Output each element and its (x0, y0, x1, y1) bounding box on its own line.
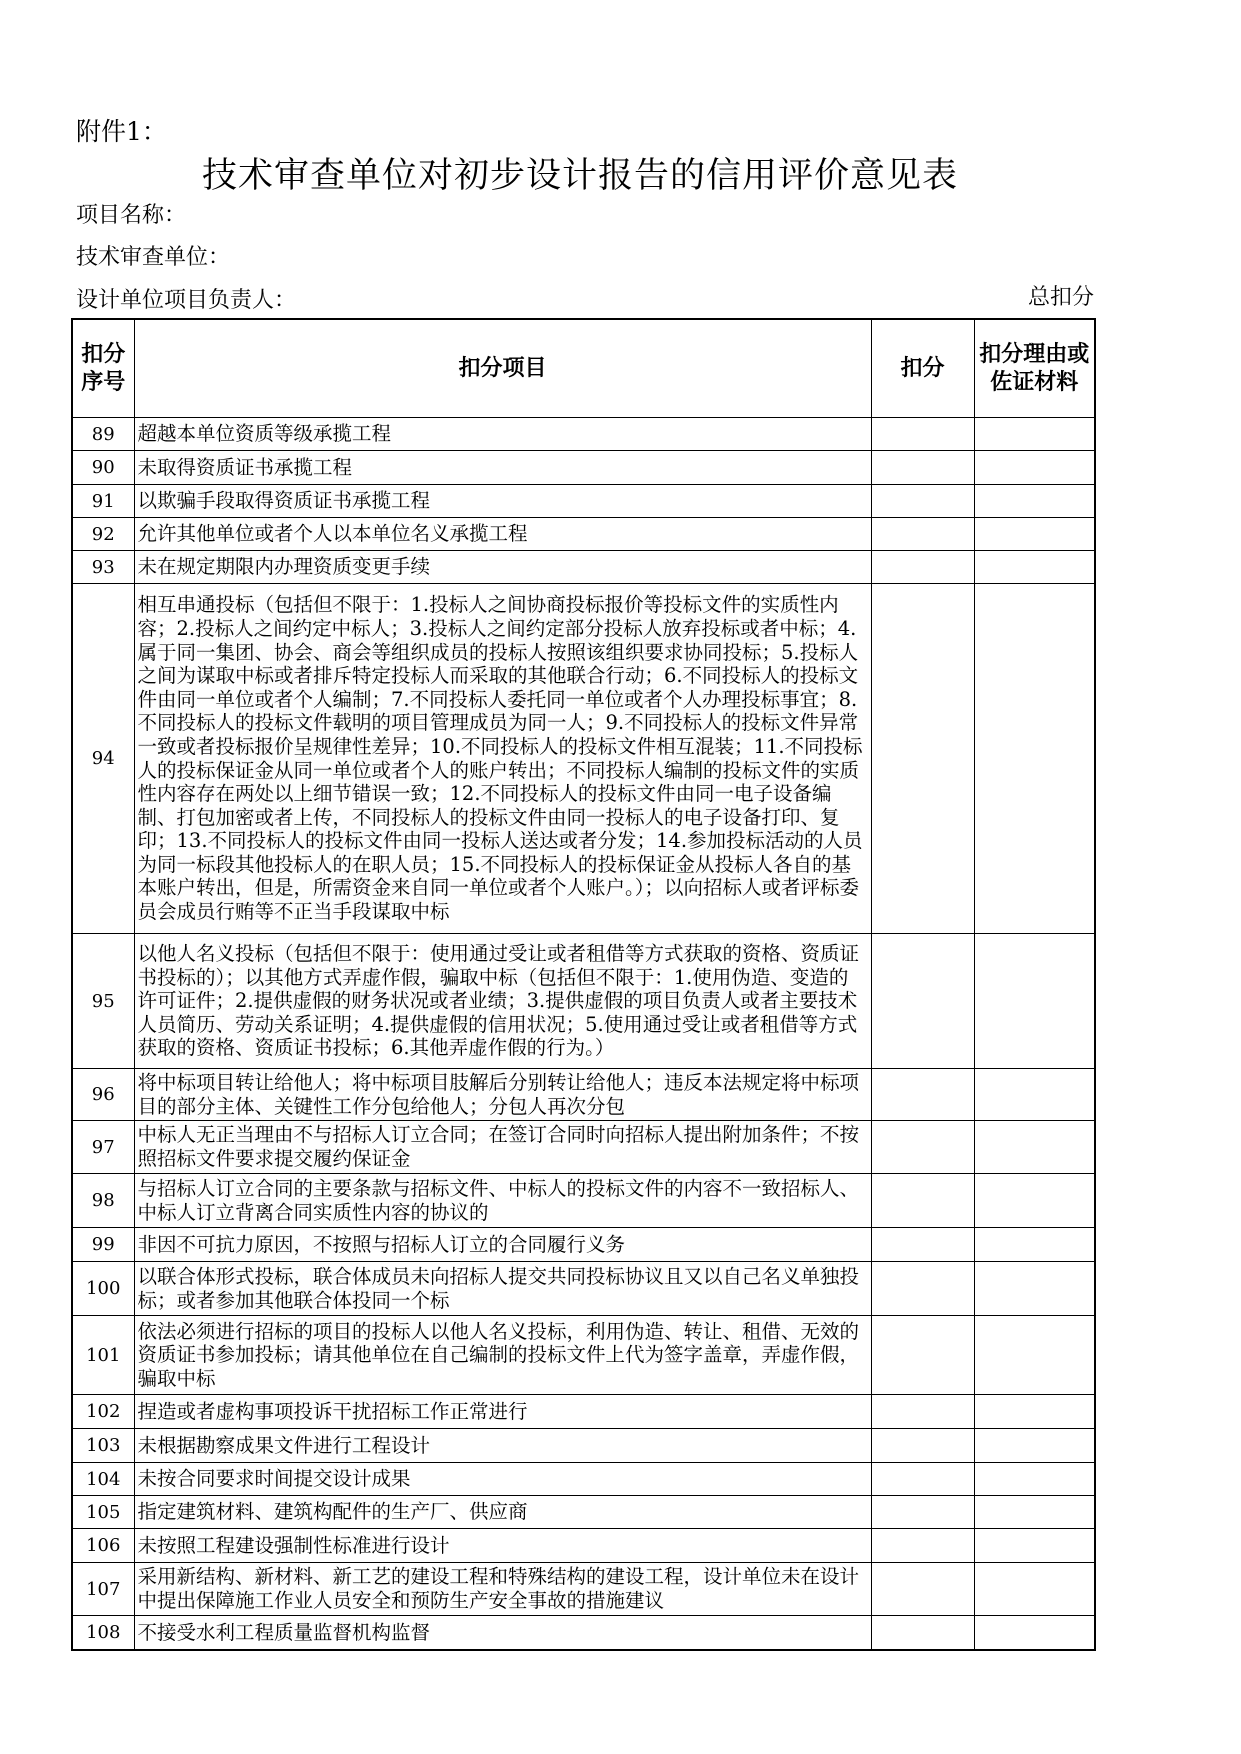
row-item-text: 以联合体形式投标，联合体成员未向招标人提交共同投标协议且又以自己名义单独投标；或者参加其他联合体投同一个标 (137, 1264, 860, 1312)
row-item (134, 1228, 871, 1262)
row-item-text: 超越本单位资质等级承揽工程 (137, 422, 392, 446)
row-number: 97 (72, 1121, 134, 1174)
row-item (134, 1174, 871, 1228)
row-item (134, 451, 871, 485)
reason-cell[interactable] (974, 1069, 1095, 1121)
row-number: 89 (72, 418, 134, 451)
row-item-text: 非因不可抗力原因，不按照与招标人订立的合同履行义务 (137, 1232, 626, 1256)
table-row (72, 1228, 1095, 1262)
row-number: 104 (72, 1463, 134, 1496)
row-number: 91 (72, 485, 134, 518)
score-cell[interactable] (871, 551, 974, 584)
row-item-text: 未按照工程建设强制性标准进行设计 (137, 1533, 450, 1557)
table-header-row (72, 319, 1095, 418)
table-row (72, 1496, 1095, 1529)
table-row (72, 1563, 1095, 1616)
row-number: 93 (72, 551, 134, 584)
score-cell[interactable] (871, 1563, 974, 1616)
row-item-text: 未取得资质证书承揽工程 (137, 455, 353, 479)
table-row (72, 1121, 1095, 1174)
page-title: 技术审查单位对初步设计报告的信用评价意见表 (201, 156, 958, 196)
header-item: 扣分项目 (134, 319, 871, 418)
score-cell[interactable] (871, 1262, 974, 1316)
row-item (134, 934, 871, 1069)
project-name-label: 项目名称： (76, 203, 187, 228)
row-number: 103 (72, 1429, 134, 1463)
row-item-text: 相互串通投标（包括但不限于：1.投标人之间协商投标报价等投标文件的实质性内容；2.投标人之间约定中标人；3.投标人之间约定部分投标人放弃投标或者中标；4.属于同一集团、协会、商会等组织成员的投标人按照该组织要求协同投标；5.投标人之间为谋取中标或者排斥特定投标人而采取的其他联合行动；6.不同投标人的投标文件由同一单位或者个人编制；7.不同投标人委托同一单位或者个人办理投标事宜；8.不同投标人的投标文件载明的项目管理成员为同一人；9.不同投标人的投标文件异常一致或者投标报价呈规律性差异；10.不同投标人的投标文件相互混装；11.不同投标人的投标保证金从同一单位或者个人的账户转出；不同投标人编制的投标文件的实质性内容存在两处以上细节错误一致；12.不同投标人的投标文件由同一电子设备编制、打包加密或者上传，不同投标人的投标文件由同一投标人的电子设备打印、复印；13.不同投标人的投标文件由同一投标人送达或者分发；14.参加投标活动的人员为同一标段其他投标人的在职人员；15.不同投标人的投标保证金从投标人各自的基本账户转出，但是，所需资金来自同一单位或者个人账户。）；以向招标人或者评标委员会成员行贿等不正当手段谋取中标 (137, 593, 863, 924)
table-row (72, 1069, 1095, 1121)
header-score: 扣分 (871, 319, 974, 418)
reason-cell[interactable] (974, 1395, 1095, 1429)
row-number: 95 (72, 934, 134, 1069)
row-number: 96 (72, 1069, 134, 1121)
score-cell[interactable] (871, 1429, 974, 1463)
row-item-text: 以欺骗手段取得资质证书承揽工程 (137, 489, 431, 513)
score-cell[interactable] (871, 451, 974, 485)
reason-cell[interactable] (974, 584, 1095, 934)
reason-cell[interactable] (974, 518, 1095, 551)
score-cell[interactable] (871, 934, 974, 1069)
row-item-text: 指定建筑材料、建筑构配件的生产厂、供应商 (137, 1500, 528, 1524)
score-cell[interactable] (871, 1174, 974, 1228)
reason-cell[interactable] (974, 1496, 1095, 1529)
row-item-text: 不接受水利工程质量监督机构监督 (137, 1620, 431, 1644)
row-item-text: 未在规定期限内办理资质变更手续 (137, 555, 431, 579)
table-row (72, 551, 1095, 584)
score-cell[interactable] (871, 485, 974, 518)
reason-cell[interactable] (974, 1174, 1095, 1228)
reason-cell[interactable] (974, 1616, 1095, 1651)
row-item (134, 584, 871, 934)
table-row (72, 1174, 1095, 1228)
row-item (134, 1429, 871, 1463)
score-cell[interactable] (871, 1395, 974, 1429)
header-no: 扣分序号 (72, 319, 134, 418)
design-lead-label: 设计单位项目负责人： (76, 288, 297, 313)
row-number: 100 (72, 1262, 134, 1316)
table-row (72, 1616, 1095, 1651)
reason-cell[interactable] (974, 1529, 1095, 1563)
attachment-label: 附件1： (76, 117, 167, 146)
row-number: 99 (72, 1228, 134, 1262)
row-item (134, 1616, 871, 1651)
table-row (72, 1463, 1095, 1496)
reason-cell[interactable] (974, 934, 1095, 1069)
row-item (134, 1121, 871, 1174)
row-item (134, 1563, 871, 1616)
score-cell[interactable] (871, 518, 974, 551)
reason-cell[interactable] (974, 418, 1095, 451)
reason-cell[interactable] (974, 551, 1095, 584)
score-cell[interactable] (871, 1121, 974, 1174)
row-item (134, 551, 871, 584)
reason-cell[interactable] (974, 1228, 1095, 1262)
table-row (72, 518, 1095, 551)
score-cell[interactable] (871, 1069, 974, 1121)
row-item-text: 未根据勘察成果文件进行工程设计 (137, 1433, 431, 1457)
row-item-text: 以他人名义投标（包括但不限于：使用通过受让或者租借等方式获取的资格、资质证书投标的）；以其他方式弄虚作假，骗取中标（包括但不限于：1.使用伪造、变造的许可证件；2.提供虚假的财务状况或者业绩；3.提供虚假的项目负责人或者主要技术人员简历、劳动关系证明；4.提供虚假的信用状况；5.使用通过受让或者租借等方式获取的资格、资质证书投标；6.其他弄虚作假的行为。） (137, 942, 860, 1060)
table-row (72, 485, 1095, 518)
row-number: 90 (72, 451, 134, 485)
row-item (134, 485, 871, 518)
table-row (72, 1395, 1095, 1429)
score-cell[interactable] (871, 1529, 974, 1563)
row-item (134, 418, 871, 451)
reason-cell[interactable] (974, 1262, 1095, 1316)
row-item (134, 1463, 871, 1496)
row-item-text: 捏造或者虚构事项投诉干扰招标工作正常进行 (137, 1399, 528, 1423)
reason-cell[interactable] (974, 485, 1095, 518)
row-number: 102 (72, 1395, 134, 1429)
table-row (72, 934, 1095, 1069)
table-row (72, 584, 1095, 934)
score-cell[interactable] (871, 1496, 974, 1529)
reason-cell[interactable] (974, 1429, 1095, 1463)
row-item (134, 1395, 871, 1429)
row-item (134, 1529, 871, 1563)
row-number: 107 (72, 1563, 134, 1616)
table-row (72, 451, 1095, 485)
total-deduction-label: 总扣分 (1027, 285, 1094, 310)
table-row (72, 418, 1095, 451)
row-item-text: 未按合同要求时间提交设计成果 (137, 1467, 411, 1491)
score-cell[interactable] (871, 1616, 974, 1651)
row-item-text: 将中标项目转让给他人；将中标项目肢解后分别转让给他人；违反本法规定将中标项目的部分主体、关键性工作分包给他人；分包人再次分包 (137, 1070, 860, 1118)
table-row (72, 1316, 1095, 1395)
header-reason: 扣分理由或佐证材料 (974, 319, 1095, 418)
row-number: 94 (72, 584, 134, 934)
reason-cell[interactable] (974, 1563, 1095, 1616)
score-cell[interactable] (871, 1228, 974, 1262)
row-number: 105 (72, 1496, 134, 1529)
row-item-text: 中标人无正当理由不与招标人订立合同；在签订合同时向招标人提出附加条件；不按照招标文件要求提交履约保证金 (137, 1123, 860, 1170)
table-row (72, 1262, 1095, 1316)
row-item-text: 允许其他单位或者个人以本单位名义承揽工程 (137, 522, 528, 546)
reason-cell[interactable] (974, 1316, 1095, 1395)
score-cell[interactable] (871, 1463, 974, 1496)
row-item-text: 依法必须进行招标的项目的投标人以他人名义投标，利用伪造、转让、租借、无效的资质证书参加投标；请其他单位在自己编制的投标文件上代为签字盖章，弄虚作假，骗取中标 (137, 1319, 860, 1390)
table-row (72, 1429, 1095, 1463)
row-number: 92 (72, 518, 134, 551)
row-item (134, 1316, 871, 1395)
score-cell[interactable] (871, 584, 974, 934)
row-number: 98 (72, 1174, 134, 1228)
row-item (134, 518, 871, 551)
row-number: 108 (72, 1616, 134, 1651)
row-number: 106 (72, 1529, 134, 1563)
reason-cell[interactable] (974, 1121, 1095, 1174)
reason-cell[interactable] (974, 451, 1095, 485)
score-cell[interactable] (871, 1316, 974, 1395)
table-row (72, 1529, 1095, 1563)
row-number: 101 (72, 1316, 134, 1395)
row-item (134, 1496, 871, 1529)
review-unit-label: 技术审查单位： (76, 245, 231, 270)
evaluation-table (71, 318, 1096, 1651)
row-item (134, 1262, 871, 1316)
reason-cell[interactable] (974, 1463, 1095, 1496)
score-cell[interactable] (871, 418, 974, 451)
row-item-text: 与招标人订立合同的主要条款与招标文件、中标人的投标文件的内容不一致招标人、中标人订立背离合同实质性内容的协议的 (137, 1176, 860, 1224)
row-item-text: 采用新结构、新材料、新工艺的建设工程和特殊结构的建设工程，设计单位未在设计中提出保障施工作业人员安全和预防生产安全事故的措施建议 (137, 1565, 860, 1612)
row-item (134, 1069, 871, 1121)
